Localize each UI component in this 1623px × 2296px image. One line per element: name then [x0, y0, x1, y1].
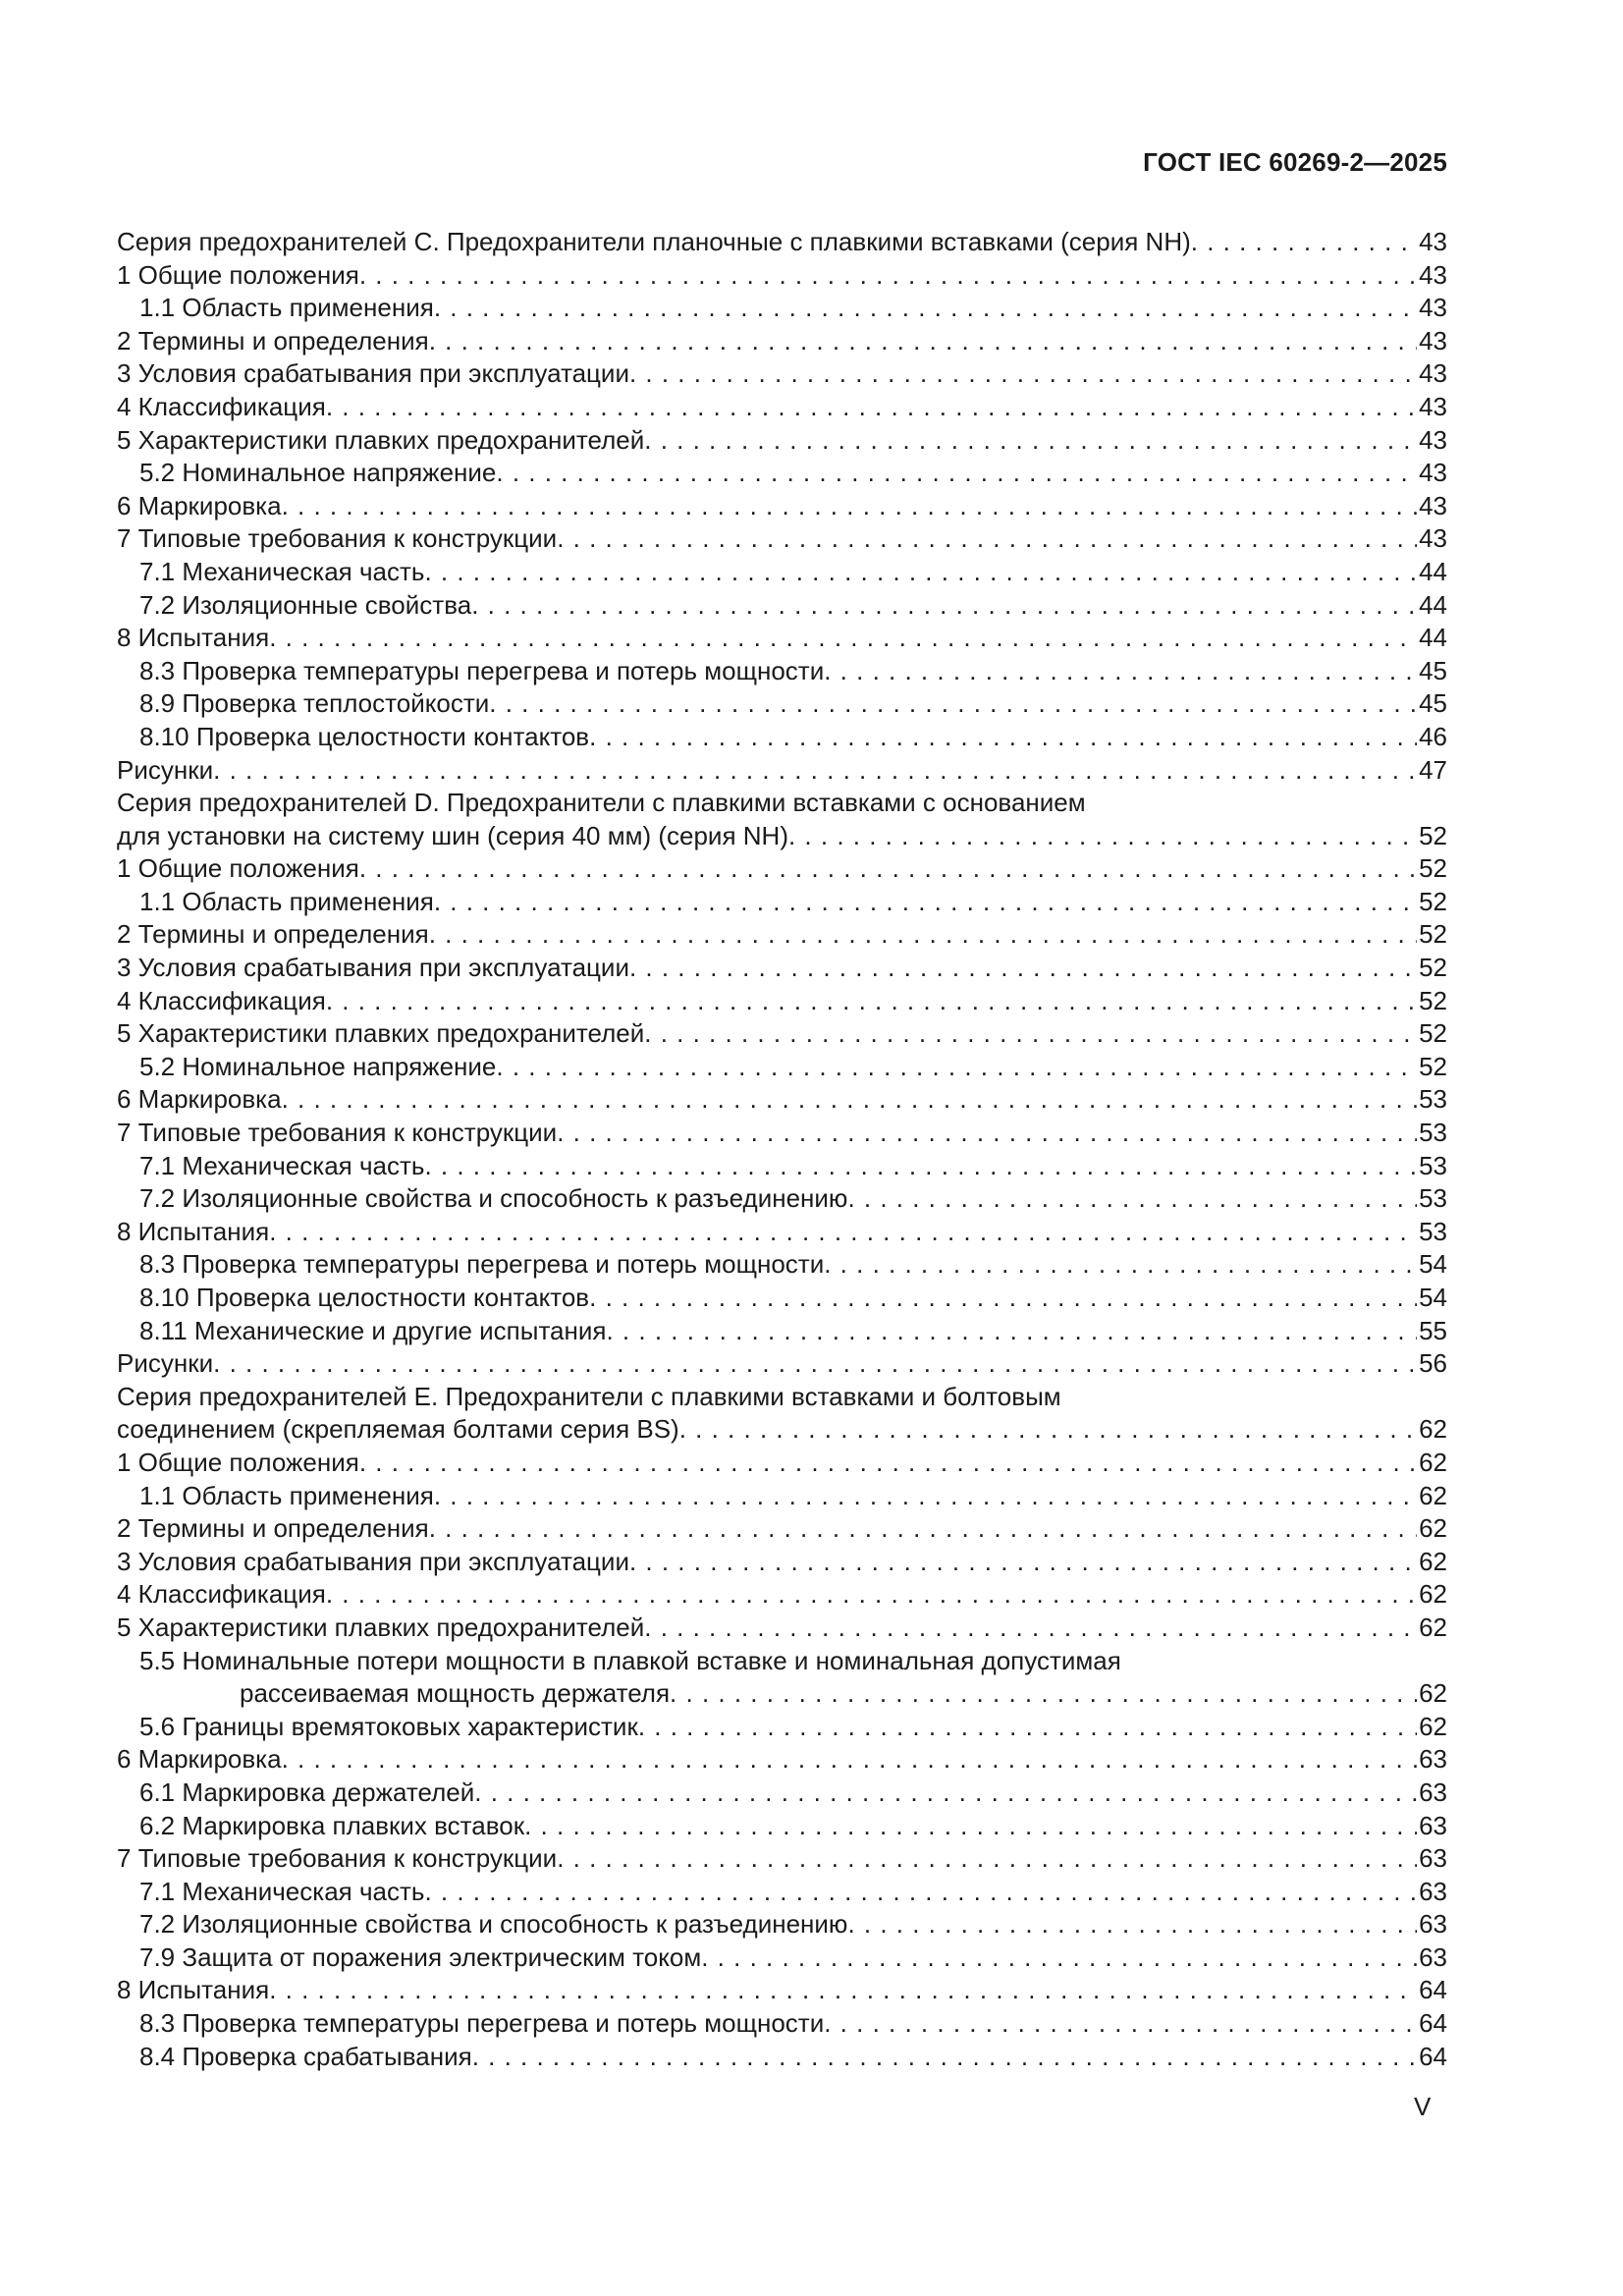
toc-entry-title: 8 Испытания — [117, 1975, 270, 2005]
toc-entry[interactable] — [117, 952, 1447, 985]
toc-entry-page: 47 — [1419, 754, 1447, 785]
toc-entry[interactable] — [117, 226, 1447, 259]
toc-entry-title: 8.4 Проверка срабатывания — [139, 2041, 472, 2071]
toc-dot-leader — [524, 1810, 1417, 1843]
toc-entry[interactable] — [117, 918, 1447, 952]
toc-dot-leader — [429, 325, 1417, 358]
toc-dot-leader — [847, 1182, 1417, 1216]
toc-entry-page: 62 — [1419, 1711, 1447, 1741]
toc-entry-title: 3 Условия срабатывания при эксплуатации — [117, 1546, 629, 1576]
toc-dot-leader — [1191, 226, 1417, 259]
toc-entry[interactable] — [117, 1512, 1447, 1546]
toc-entry-page: 63 — [1419, 1876, 1447, 1906]
toc-entry-title: 5.5 Номинальные потери мощности в плавкой вставке и номинальная допустимая — [139, 1645, 1121, 1675]
toc-entry-page: 53 — [1419, 1183, 1447, 1214]
toc-entry[interactable] — [117, 1413, 1447, 1447]
toc-dot-leader — [471, 589, 1417, 623]
toc-entry-page: 62 — [1419, 1579, 1447, 1610]
toc-entry[interactable] — [117, 589, 1447, 623]
toc-dot-leader — [679, 1413, 1417, 1447]
toc-dot-leader — [326, 1578, 1417, 1612]
toc-entry-page: 63 — [1419, 1843, 1447, 1874]
toc-entry-title: 1.1 Область применения — [139, 886, 434, 916]
toc-dot-leader — [269, 622, 1417, 655]
toc-entry-title: 8.3 Проверка температуры перегрева и потерь мощности — [139, 655, 825, 685]
toc-entry-page: 43 — [1419, 325, 1447, 355]
toc-entry-title: 2 Термины и определения — [117, 919, 429, 950]
toc-dot-leader — [824, 2007, 1417, 2041]
toc-dot-leader — [213, 1347, 1417, 1381]
toc-dot-leader — [644, 1017, 1417, 1051]
toc-entry-page: 52 — [1419, 919, 1447, 950]
toc-dot-leader — [282, 1083, 1417, 1117]
toc-entry-page: 52 — [1419, 953, 1447, 983]
toc-entry-page: 45 — [1419, 655, 1447, 685]
toc-dot-leader — [472, 2041, 1417, 2074]
toc-dot-leader — [213, 754, 1417, 788]
toc-entry[interactable] — [117, 457, 1447, 490]
toc-entry-page: 56 — [1419, 1348, 1447, 1379]
toc-entry[interactable] — [117, 721, 1447, 754]
toc-entry-title: 7 Типовые требования к конструкции — [117, 1843, 558, 1874]
toc-entry-page: 45 — [1419, 688, 1447, 719]
toc-entry-page: 63 — [1419, 1777, 1447, 1807]
toc-entry[interactable] — [117, 886, 1447, 919]
toc-entry-title: рассеиваемая мощность держателя — [240, 1678, 671, 1709]
toc-entry-page: 64 — [1419, 1975, 1447, 2005]
toc-dot-leader — [557, 522, 1417, 556]
toc-entry[interactable] — [117, 687, 1447, 721]
toc-entry[interactable] — [117, 1842, 1447, 1876]
toc-dot-leader — [847, 1908, 1417, 1941]
toc-entry-title: 1 Общие положения — [117, 259, 359, 290]
toc-entry[interactable] — [117, 1711, 1447, 1744]
document-header: ГОСТ IEC 60269-2—2025 — [1143, 147, 1447, 177]
toc-entry-page: 44 — [1419, 556, 1447, 586]
toc-entry-page: 63 — [1419, 1909, 1447, 1940]
toc-entry-title: 3 Условия срабатывания при эксплуатации — [117, 953, 629, 983]
toc-entry[interactable] — [117, 1282, 1447, 1315]
toc-entry-page: 44 — [1419, 623, 1447, 653]
toc-entry[interactable] — [117, 1150, 1447, 1183]
toc-entry[interactable] — [117, 1908, 1447, 1941]
toc-dot-leader — [434, 1480, 1417, 1513]
toc-entry[interactable] — [117, 325, 1447, 358]
toc-entry[interactable] — [117, 985, 1447, 1018]
toc-entry-page: 64 — [1419, 2041, 1447, 2071]
toc-entry-title: 7 Типовые требования к конструкции — [117, 523, 558, 554]
toc-entry-page: 43 — [1419, 259, 1447, 290]
toc-entry-title: 5 Характеристики плавких предохранителей — [117, 424, 645, 455]
toc-entry-page: 43 — [1419, 227, 1447, 256]
toc-entry-title: 6.1 Маркировка держателей — [139, 1777, 475, 1807]
toc-entry-page: 62 — [1419, 1678, 1447, 1709]
toc-entry[interactable] — [117, 424, 1447, 458]
toc-entry-page: 43 — [1419, 391, 1447, 421]
toc-entry[interactable] — [117, 1876, 1447, 1909]
toc-entry-page: 52 — [1419, 1018, 1447, 1049]
toc-entry-page: 63 — [1419, 1941, 1447, 1972]
toc-dot-leader — [589, 721, 1417, 754]
toc-entry-title: 7.1 Механическая часть — [139, 1876, 425, 1906]
toc-entry[interactable] — [117, 2041, 1447, 2074]
toc-entry-page: 52 — [1419, 1051, 1447, 1081]
toc-entry-page: 64 — [1419, 2008, 1447, 2039]
toc-dot-leader — [629, 1546, 1417, 1579]
toc-entry-title: 6 Маркировка — [117, 1744, 282, 1775]
toc-dot-leader — [269, 1216, 1417, 1249]
toc-entry-title: 8.10 Проверка целостности контактов — [139, 1283, 590, 1312]
toc-entry-title: 2 Термины и определения — [117, 325, 429, 355]
toc-entry-title: 6 Маркировка — [117, 1084, 282, 1115]
toc-entry-title: 6.2 Маркировка плавких вставок — [139, 1810, 525, 1840]
toc-dot-leader — [359, 852, 1417, 886]
toc-dot-leader — [434, 886, 1417, 919]
toc-entry-title: 7.9 Защита от поражения электрическим током — [139, 1941, 702, 1972]
toc-entry[interactable] — [117, 1347, 1447, 1381]
toc-entry[interactable] — [117, 292, 1447, 325]
toc-entry-title: Серия предохранителей С. Предохранители планочные с плавкими вставками (серия NH) — [117, 227, 1191, 256]
toc-entry[interactable] — [117, 1974, 1447, 2007]
toc-entry-page: 53 — [1419, 1118, 1447, 1148]
toc-entry-page: 62 — [1419, 1447, 1447, 1477]
toc-entry-page: 43 — [1419, 490, 1447, 520]
toc-entry-title: соединением (скрепляемая болтами серия BS) — [117, 1414, 679, 1445]
toc-dot-leader — [606, 1315, 1417, 1348]
toc-entry-page: 54 — [1419, 1283, 1447, 1312]
toc-entry[interactable] — [117, 2007, 1447, 2041]
toc-entry[interactable] — [117, 1941, 1447, 1975]
toc-entry-title: 3 Условия срабатывания при эксплуатации — [117, 358, 629, 389]
toc-dot-leader — [670, 1677, 1417, 1711]
toc-entry-page: 62 — [1419, 1513, 1447, 1544]
toc-entry-title: 8.3 Проверка температуры перегрева и потерь мощности — [139, 1249, 825, 1280]
toc-entry-title: 2 Термины и определения — [117, 1513, 429, 1544]
toc-entry-title: 1.1 Область применения — [139, 1480, 434, 1510]
toc-dot-leader — [629, 357, 1417, 391]
toc-entry[interactable] — [117, 1248, 1447, 1282]
toc-entry-page: 52 — [1419, 853, 1447, 884]
toc-dot-leader — [359, 259, 1417, 293]
toc-dot-leader — [434, 292, 1417, 325]
toc-dot-leader — [824, 1248, 1417, 1282]
toc-entry[interactable] — [117, 1777, 1447, 1810]
toc-entry[interactable] — [117, 490, 1447, 523]
toc-entry-title: 5 Характеристики плавких предохранителей — [117, 1018, 645, 1049]
toc-entry-title: 5.2 Номинальное напряжение — [139, 458, 497, 488]
toc-dot-leader — [474, 1777, 1417, 1810]
table-of-contents — [117, 226, 1447, 2073]
toc-entry[interactable] — [117, 1677, 1447, 1711]
toc-entry-title: 7.1 Механическая часть — [139, 556, 425, 586]
toc-dot-leader — [589, 1282, 1417, 1315]
toc-entry[interactable] — [117, 1578, 1447, 1612]
toc-entry[interactable] — [117, 1051, 1447, 1084]
toc-entry-page: 43 — [1419, 523, 1447, 554]
toc-dot-leader — [557, 1842, 1417, 1876]
page-number: V — [1414, 2092, 1432, 2121]
toc-entry-title: 4 Классификация — [117, 985, 326, 1015]
toc-entry-title: 6 Маркировка — [117, 490, 282, 520]
toc-dot-leader — [429, 1512, 1417, 1546]
toc-dot-leader — [644, 1612, 1417, 1645]
toc-entry-title: 4 Классификация — [117, 391, 326, 421]
toc-entry[interactable] — [117, 1810, 1447, 1843]
toc-entry-page: 46 — [1419, 721, 1447, 751]
toc-entry-page: 53 — [1419, 1216, 1447, 1246]
toc-entry[interactable] — [117, 522, 1447, 556]
toc-entry-title: Рисунки — [117, 754, 214, 785]
toc-entry-page: 63 — [1419, 1810, 1447, 1840]
toc-entry-title: 7.2 Изоляционные свойства и способность к разъединению — [139, 1909, 848, 1940]
toc-entry-title: 8.11 Механические и другие испытания — [139, 1315, 607, 1345]
toc-entry-title: 1 Общие положения — [117, 853, 359, 884]
toc-entry[interactable] — [117, 852, 1447, 886]
toc-entry[interactable] — [117, 622, 1447, 655]
toc-entry-page: 54 — [1419, 1249, 1447, 1280]
toc-dot-leader — [326, 985, 1417, 1018]
toc-entry[interactable] — [117, 1017, 1447, 1051]
toc-entry-page: 55 — [1419, 1315, 1447, 1345]
toc-entry[interactable] — [117, 754, 1447, 788]
toc-dot-leader — [701, 1941, 1417, 1975]
toc-dot-leader — [496, 1051, 1417, 1084]
toc-dot-leader — [644, 424, 1417, 458]
toc-dot-leader — [282, 1743, 1417, 1777]
toc-entry[interactable] — [117, 820, 1447, 853]
toc-entry[interactable] — [117, 1480, 1447, 1513]
toc-entry[interactable] — [117, 1216, 1447, 1249]
toc-entry-page: 52 — [1419, 985, 1447, 1015]
toc-dot-leader — [496, 457, 1417, 490]
toc-dot-leader — [489, 687, 1417, 721]
toc-entry-title: 4 Классификация — [117, 1579, 326, 1610]
toc-entry-title: 5.6 Границы времятоковых характеристик — [139, 1711, 638, 1741]
toc-entry-title: 1.1 Область применения — [139, 293, 434, 323]
toc-entry[interactable] — [117, 259, 1447, 293]
toc-entry-title: 5 Характеристики плавких предохранителей — [117, 1612, 645, 1642]
toc-entry-title: 7.1 Механическая часть — [139, 1150, 425, 1180]
toc-entry[interactable] — [117, 1117, 1447, 1150]
toc-entry[interactable] — [117, 1546, 1447, 1579]
toc-entry-page: 43 — [1419, 424, 1447, 455]
toc-entry[interactable] — [117, 1612, 1447, 1645]
toc-entry-title: Серия предохранителей Е. Предохранители с плавкими вставками и болтовым — [117, 1381, 1061, 1411]
toc-dot-leader — [824, 655, 1417, 688]
toc-entry-title: 8 Испытания — [117, 623, 270, 653]
toc-entry[interactable] — [117, 357, 1447, 391]
toc-entry-title: 8 Испытания — [117, 1216, 270, 1246]
toc-entry[interactable] — [117, 391, 1447, 424]
toc-entry-page: 53 — [1419, 1084, 1447, 1115]
toc-entry[interactable] — [117, 1645, 1447, 1678]
toc-dot-leader — [788, 820, 1417, 853]
toc-dot-leader — [629, 952, 1417, 985]
toc-entry-page: 44 — [1419, 589, 1447, 620]
toc-entry-page: 53 — [1419, 1150, 1447, 1180]
toc-dot-leader — [424, 1150, 1417, 1183]
toc-entry-title: 8.10 Проверка целостности контактов — [139, 721, 590, 751]
toc-entry-page: 43 — [1419, 293, 1447, 323]
toc-entry-page: 43 — [1419, 458, 1447, 488]
toc-entry[interactable] — [117, 1083, 1447, 1117]
toc-dot-leader — [269, 1974, 1417, 2007]
toc-entry[interactable] — [117, 1315, 1447, 1348]
toc-entry[interactable] — [117, 556, 1447, 589]
toc-entry-title: 7.2 Изоляционные свойства и способность к разъединению — [139, 1183, 848, 1214]
toc-entry-title: 7.2 Изоляционные свойства — [139, 589, 472, 620]
toc-dot-leader — [638, 1711, 1417, 1744]
toc-entry-title: 1 Общие положения — [117, 1447, 359, 1477]
toc-dot-leader — [359, 1447, 1417, 1480]
toc-entry-title: Серия предохранителей D. Предохранители с плавкими вставками с основанием — [117, 788, 1086, 818]
toc-entry[interactable] — [117, 1381, 1447, 1414]
toc-entry-title: для установки на систему шин (серия 40 мм) (серия NH) — [117, 820, 788, 850]
toc-entry-title: 8.9 Проверка теплостойкости — [139, 688, 490, 719]
toc-entry-page: 52 — [1419, 886, 1447, 916]
toc-entry-page: 62 — [1419, 1546, 1447, 1576]
toc-dot-leader — [557, 1117, 1417, 1150]
toc-entry[interactable] — [117, 655, 1447, 688]
toc-entry-page: 52 — [1419, 820, 1447, 850]
toc-entry-page: 43 — [1419, 358, 1447, 389]
toc-entry-page: 62 — [1419, 1612, 1447, 1642]
toc-entry-page: 62 — [1419, 1414, 1447, 1445]
toc-entry[interactable] — [117, 1182, 1447, 1216]
toc-entry[interactable] — [117, 1447, 1447, 1480]
toc-entry[interactable] — [117, 1743, 1447, 1777]
toc-entry-page: 63 — [1419, 1744, 1447, 1775]
toc-dot-leader — [429, 918, 1417, 952]
toc-dot-leader — [282, 490, 1417, 523]
toc-entry[interactable] — [117, 787, 1447, 820]
toc-dot-leader — [326, 391, 1417, 424]
toc-dot-leader — [424, 1876, 1417, 1909]
toc-dot-leader — [424, 556, 1417, 589]
toc-entry-title: Рисунки — [117, 1348, 214, 1379]
toc-entry-page: 62 — [1419, 1480, 1447, 1510]
toc-entry-title: 5.2 Номинальное напряжение — [139, 1051, 497, 1081]
toc-entry-title: 7 Типовые требования к конструкции — [117, 1118, 558, 1148]
toc-entry-title: 8.3 Проверка температуры перегрева и потерь мощности — [139, 2008, 825, 2039]
